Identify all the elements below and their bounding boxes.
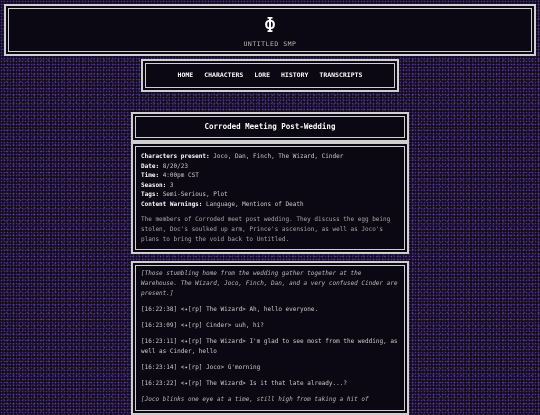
info-value: Language, Mentions of Death	[206, 200, 304, 208]
summary-text: The members of Corroded meet post wedding. They discuss the egg being stolen, Doc's soulked up arm, Prince's ascension, as well as Joco's plans to bring the void back to Untitled.	[141, 216, 391, 243]
info-row-season	[141, 181, 401, 191]
nav-characters[interactable]: CHARACTERS	[204, 71, 244, 79]
page-title: Corroded Meeting Post-Wedding	[204, 122, 336, 131]
transcript-line: [16:22:38] <✦[rp] The Wizard> Ah, hello everyone.	[141, 306, 319, 313]
nav-home[interactable]: HOME	[177, 71, 194, 79]
info-label: Tags:	[141, 191, 160, 198]
info-label: Season:	[141, 181, 167, 189]
info-row-date	[141, 162, 401, 172]
transcript-line: [16:23:14] <✦[rp] Joco> G'morning	[141, 364, 261, 371]
info-row-warnings	[141, 200, 401, 210]
nav-lore[interactable]: LORE	[254, 71, 270, 79]
info-row-time	[141, 171, 401, 181]
info-value: Semi-Serious, Plot	[162, 191, 228, 198]
site-title: UNTITLED SMP	[243, 40, 297, 48]
transcript-action: [Those stumbling home from the wedding gather together at the Warehouse. The Wizard, Joco, Finch, Dan, and a very confused Cinder are present.]	[141, 270, 398, 297]
transcript-line: [16:23:22] <✦[rp] The Wizard> Is it that late already...?	[141, 380, 347, 387]
phi-logo-icon: Φ	[263, 13, 277, 37]
nav-history[interactable]: HISTORY	[281, 71, 309, 79]
info-value: 4:00pm CST	[162, 172, 199, 179]
transcript-line: [16:23:09] <✦[rp] Cinder> uuh, hi?	[141, 322, 264, 329]
site-header	[4, 4, 536, 56]
transcript-action: [Joco blinks one eye at a time, still high from taking a hit of	[141, 396, 369, 403]
info-box	[131, 142, 409, 254]
nav-list	[143, 71, 397, 79]
info-value: Joco, Dan, Finch, The Wizard, Cinder	[213, 153, 344, 160]
transcript-box	[131, 261, 409, 415]
nav-bar	[141, 59, 399, 92]
page-title-box	[131, 112, 409, 142]
nav-transcripts[interactable]: TRANSCRIPTS	[319, 71, 363, 79]
transcript-content	[141, 269, 401, 411]
info-content	[141, 152, 401, 245]
info-row-tags	[141, 190, 401, 200]
info-label: Date:	[141, 162, 160, 170]
info-label: Content Warnings:	[141, 200, 203, 208]
info-label: Characters present:	[141, 153, 210, 160]
transcript-line: [16:23:11] <✦[rp] The Wizard> I'm glad to see most from the wedding, as well as Cinder, hello	[141, 338, 398, 355]
info-row-characters	[141, 152, 401, 162]
info-label: Time:	[141, 172, 160, 179]
info-value: 8/20/23	[162, 162, 188, 170]
info-value: 3	[169, 181, 174, 189]
